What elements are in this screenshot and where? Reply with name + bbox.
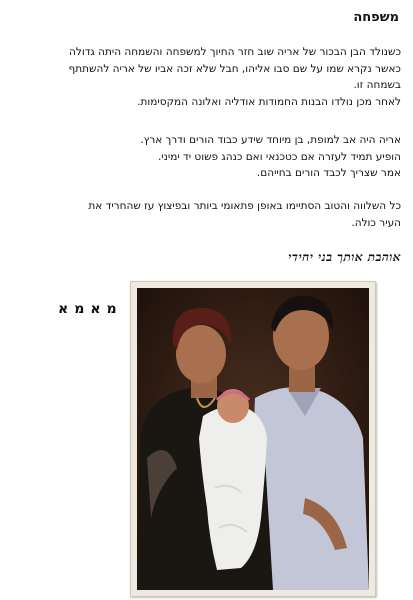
text-line: כאשר נקרא שמו על שם סבו אליהו, חבל שלא זכה אביו של אריה להשתתף: [68, 62, 401, 75]
text-line: אמר שצריך לכבד הורים בחייהם.: [256, 167, 401, 179]
text-line: לאחר מכן נולדו הבנות החמודות אודליה ואלונה המקסימות.: [137, 95, 401, 108]
family-photo-frame: [130, 281, 376, 597]
paragraph-birth: [9, 44, 401, 110]
text-line: בשמחה זו.: [353, 79, 401, 91]
text-line: הופיע תמיד לעזרה אם כטכנאי ואם כנהג פשוט יד ימיני.: [157, 150, 401, 163]
paragraph-ending: [9, 198, 401, 231]
mama-label: מאמא: [58, 301, 123, 317]
text-line: כשנולד הבן הבכור של אריה שוב חזר החיוך למשפחה והשמחה היתה גדולה: [69, 46, 401, 58]
family-photo: [137, 288, 369, 590]
text-line: כל השלווה והטוב הסתיימו באופן פתאומי ביותר ובפיצוץ עז שהחריד את: [88, 200, 401, 212]
signoff-line: אוהבת אותך בני יחידי: [288, 250, 401, 264]
text-line: אריה היה אב למופת, בן מיוחד שידע כבוד הורים ודרך ארץ.: [140, 134, 401, 146]
text-line: העיר כולה.: [351, 216, 401, 229]
section-heading: משפחה: [353, 10, 399, 25]
paragraph-father: [9, 132, 401, 182]
